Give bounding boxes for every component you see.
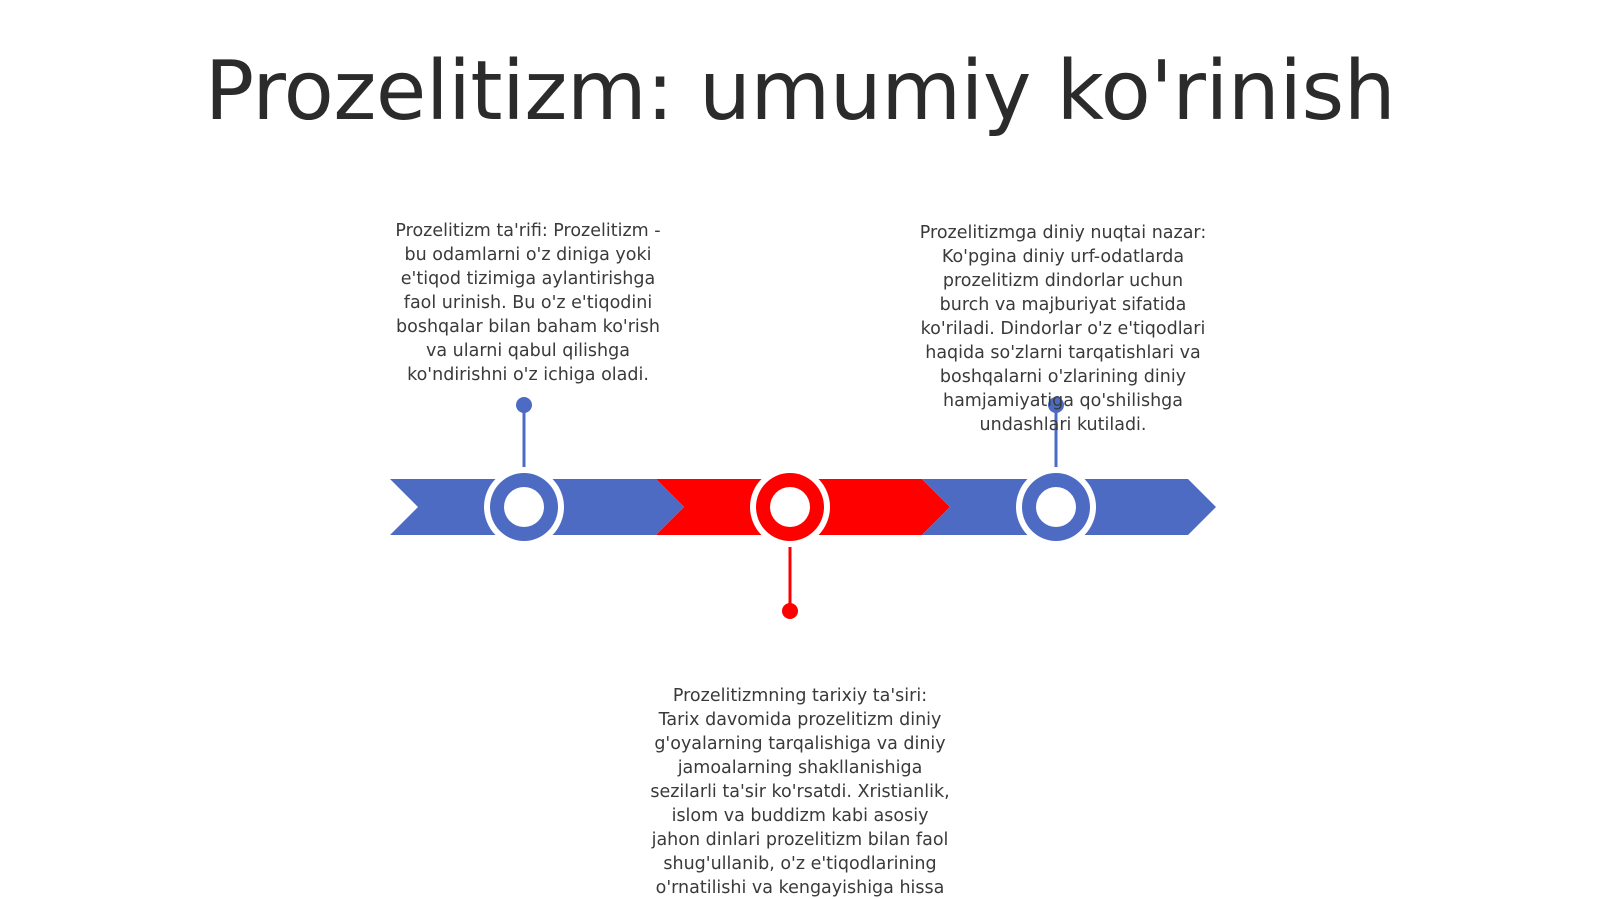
timeline-connector-dot-2 [782,603,798,619]
timeline-event-2-text: Prozelitizmga diniy nuqtai nazar: Ko'pgina diniy urf-odatlarda prozelitizm dindorlar uchun burch va majburiyat sifatida ko'riladi. Dindorlar o'z e'tiqodlari haqida so'zlarni tarqatishlari va boshqalarni o'zlarining diniy hamjamiyatiga qo'shilishga undashlari kutiladi. [919,223,1207,435]
timeline-event-3-text: Prozelitizmning tarixiy ta'siri: Tarix davomida prozelitizm diniy g'oyalarning tarqalishiga va diniy jamoalarning shakllanishiga sezilarli ta'sir ko'rsatdi. Xristianlik, islom va buddizm kabi asosiy jahon dinlari prozelitizm bilan faol shug'ullanib, o'z e'tiqodlarining o'rnatilishi va kengayishiga hissa [650,686,950,898]
timeline-event-1-text: Prozelitizm ta'rifi: Prozelitizm - bu odamlarni o'z diniga yoki e'tiqod tizimiga aylantirishga faol urinish. Bu o'z e'tiqodini boshqalar bilan baham ko'rish va ularni qabul qilishga ko'ndirishni o'z ichiga oladi. [395,221,661,385]
timeline-node-center-2 [770,487,810,527]
timeline-node-center-1 [504,487,544,527]
slide-title: Prozelitizm: umumiy ko'rinish [204,44,1396,139]
timeline-connector-dot-1 [516,397,532,413]
timeline-node-center-3 [1036,487,1076,527]
